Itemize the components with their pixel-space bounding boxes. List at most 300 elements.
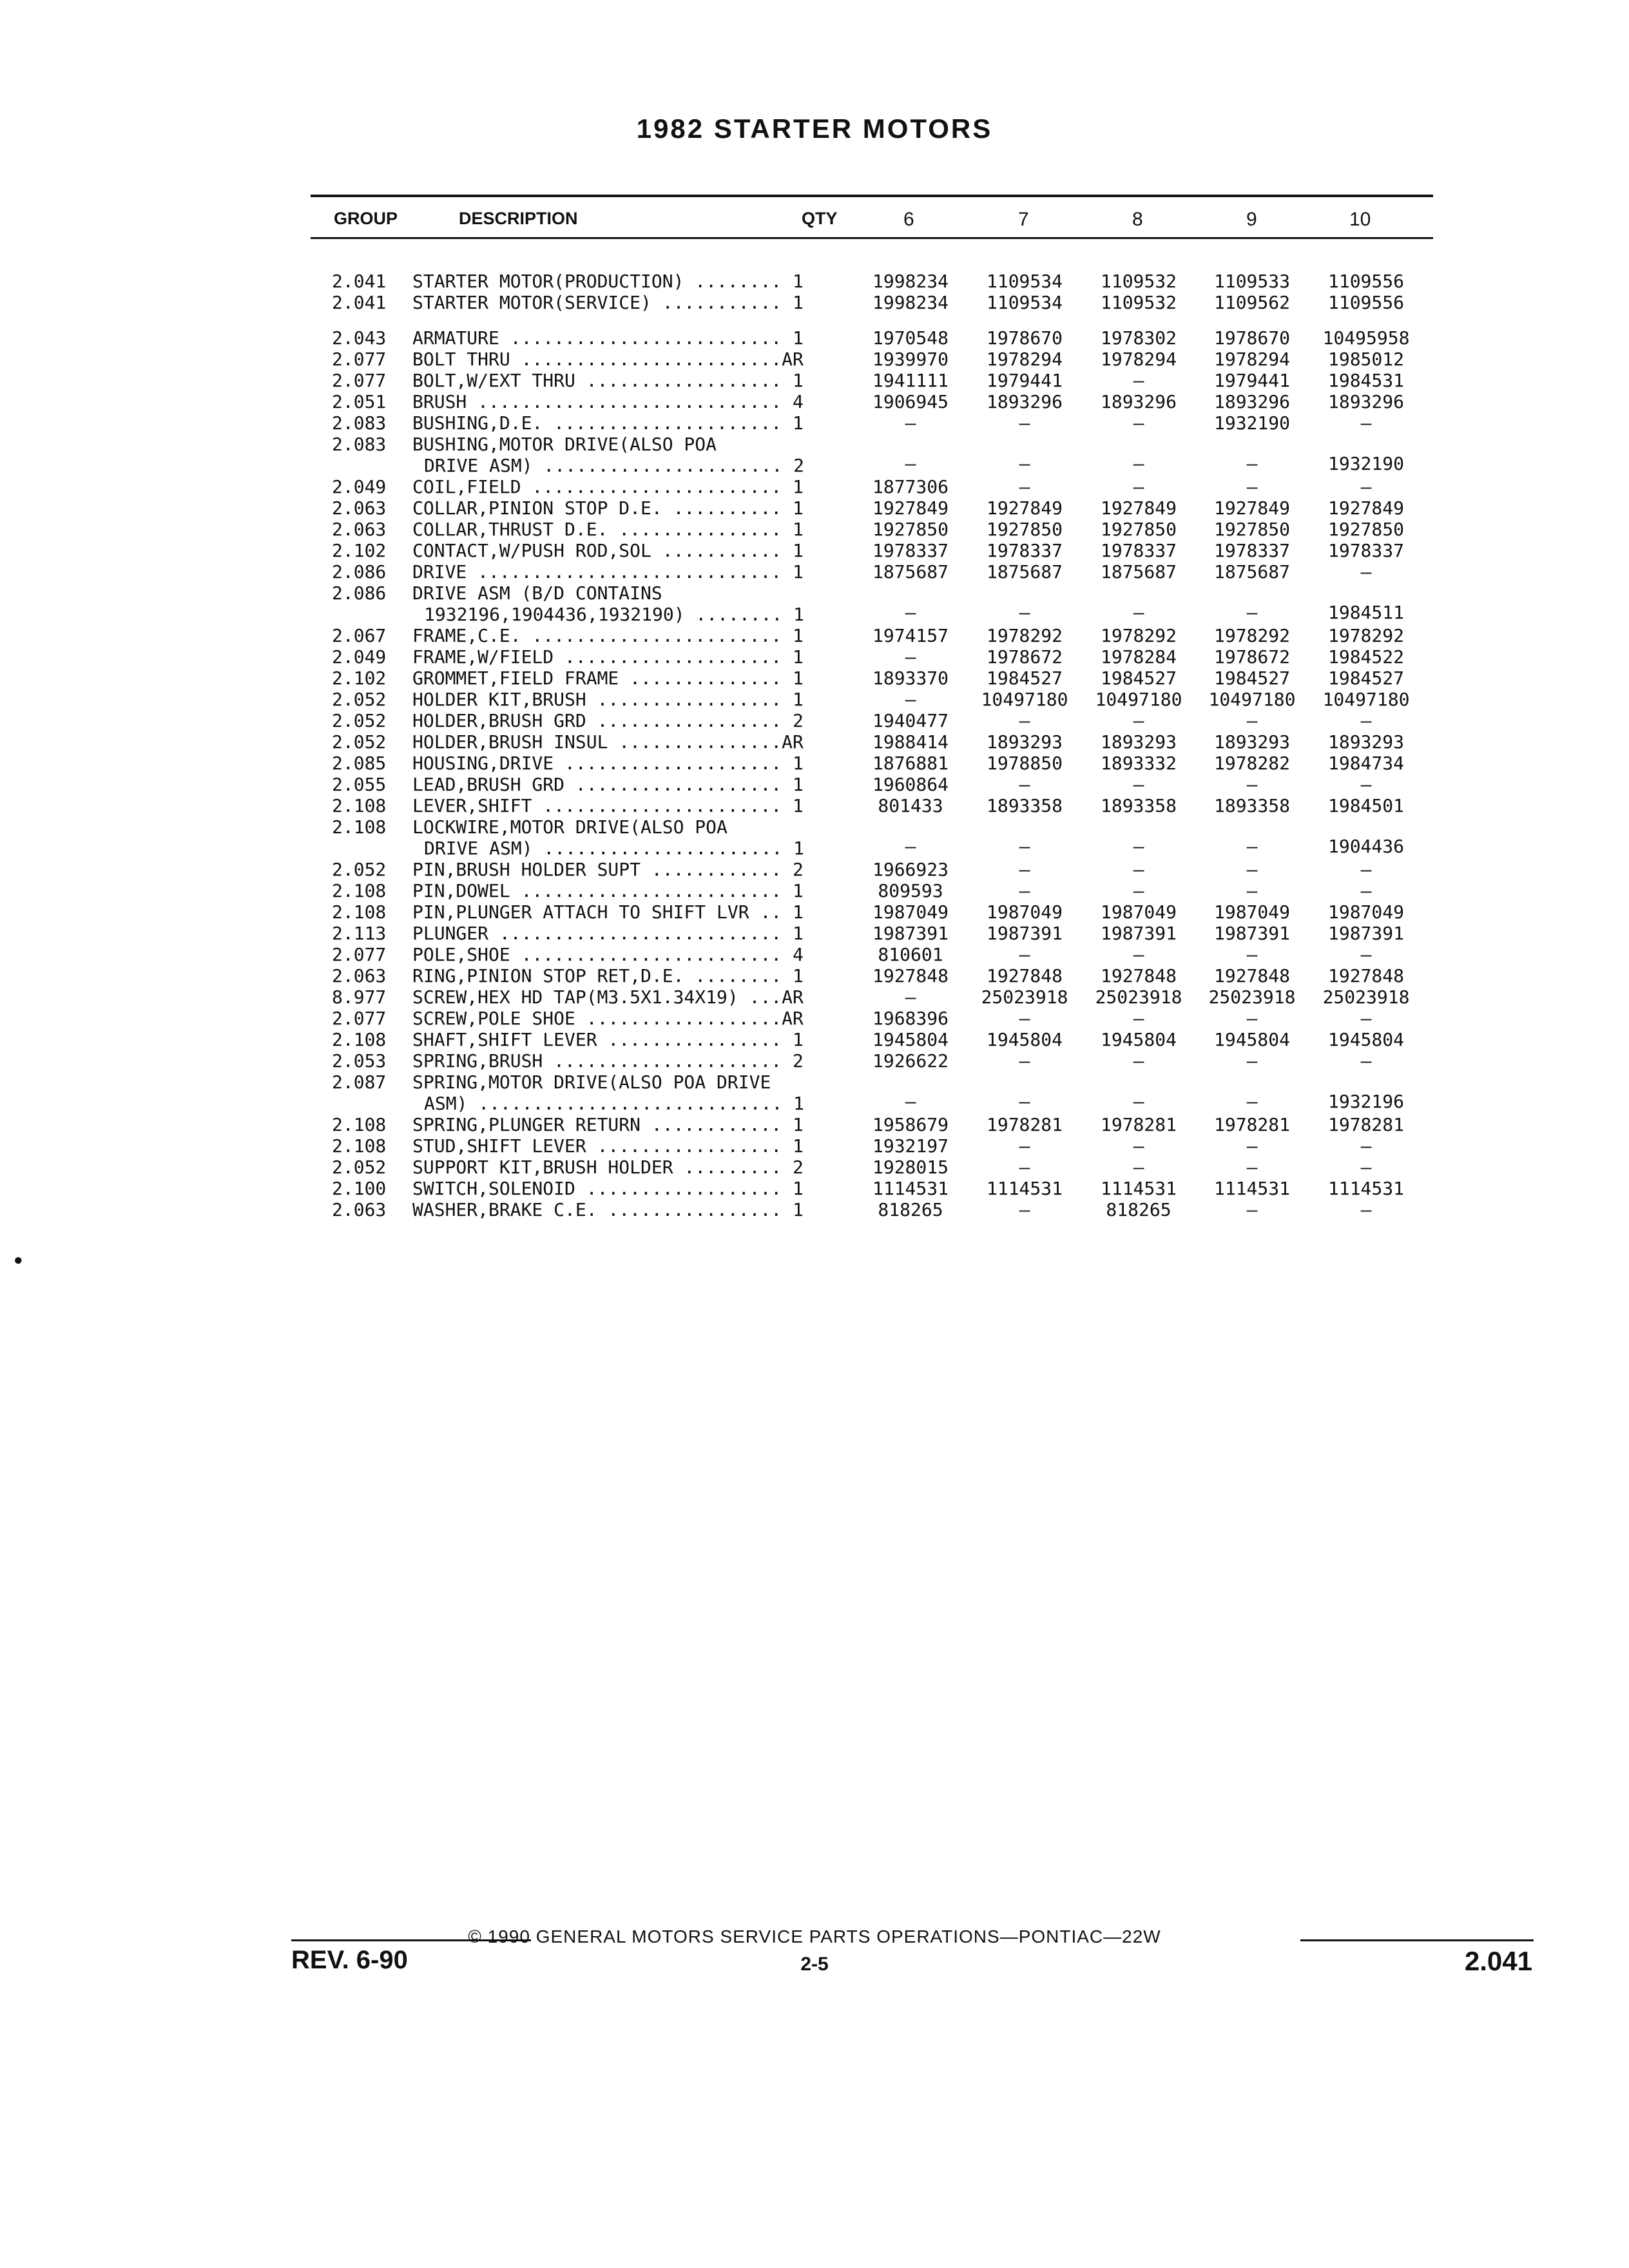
part-number-col-7: 1109534	[986, 292, 1063, 313]
description-line: FRAME,W/FIELD .................... 1	[412, 646, 804, 668]
part-number-col-10: —	[1360, 774, 1372, 795]
group-number: 2.052	[332, 689, 387, 710]
part-number-col-10: 1927849	[1327, 497, 1404, 519]
part-number-col-8: 818265	[1106, 1199, 1171, 1220]
table-row	[0, 646, 1629, 668]
part-number-col-8: —	[1133, 774, 1144, 795]
description-line: SPRING,PLUNGER RETURN ............ 1	[412, 1114, 804, 1135]
part-number-col-9: 1978281	[1213, 1114, 1290, 1135]
header-col-8: 8	[1132, 209, 1143, 230]
part-number-col-9: 1945804	[1213, 1029, 1290, 1050]
part-number-col-10: 1978292	[1327, 625, 1404, 646]
group-number: 2.077	[332, 1008, 387, 1029]
part-description	[412, 1114, 825, 1135]
group-number: 2.102	[332, 668, 387, 689]
part-number-col-6: 1114531	[872, 1178, 949, 1199]
description-line-continued: DRIVE ASM) ...................... 1	[424, 838, 805, 859]
part-number-col-6: 1966923	[872, 859, 949, 880]
part-number-col-8: —	[1133, 944, 1144, 965]
group-number: 2.077	[332, 349, 387, 370]
row-spacer	[0, 313, 1629, 327]
description-line: STARTER MOTOR(PRODUCTION) ........ 1	[412, 271, 804, 292]
description-line: BUSHING,D.E. ..................... 1	[412, 412, 804, 434]
description-line: WASHER,BRAKE C.E. ................ 1	[412, 1199, 804, 1220]
group-number: 2.100	[332, 1178, 387, 1199]
part-number-col-8: —	[1133, 476, 1144, 497]
part-number-col-10: —	[1360, 1050, 1372, 1072]
description-line: STARTER MOTOR(SERVICE) ........... 1	[412, 292, 804, 313]
part-description	[412, 497, 825, 519]
part-description	[412, 434, 825, 476]
part-number-col-10: 10497180	[1322, 689, 1410, 710]
group-number: 2.086	[332, 582, 387, 604]
part-description	[412, 370, 825, 391]
description-line: DRIVE ............................ 1	[412, 561, 804, 582]
table-row	[0, 965, 1629, 986]
parts-table	[0, 271, 1629, 1220]
part-number-col-6: —	[905, 646, 916, 668]
table-row	[0, 753, 1629, 774]
table-row	[0, 944, 1629, 965]
group-number: 2.108	[332, 1135, 387, 1157]
footer-section-code: 2.041	[1464, 1946, 1532, 1976]
part-number-col-6: 1876881	[872, 753, 949, 774]
table-row	[0, 271, 1629, 292]
part-number-col-9: —	[1246, 453, 1258, 474]
description-line: DRIVE ASM (B/D CONTAINS	[412, 582, 662, 604]
description-line: SPRING,MOTOR DRIVE(ALSO POA DRIVE	[412, 1072, 771, 1093]
description-line-continued: DRIVE ASM) ...................... 2	[424, 455, 805, 476]
part-number-col-10: 1987049	[1327, 901, 1404, 923]
part-number-col-9: 1927849	[1213, 497, 1290, 519]
part-number-col-9: 25023918	[1208, 986, 1296, 1008]
part-number-col-6: —	[905, 689, 916, 710]
part-number-col-6: —	[905, 1091, 916, 1112]
part-description	[412, 561, 825, 582]
table-row	[0, 561, 1629, 582]
table-row	[0, 349, 1629, 370]
part-number-col-6: 1958679	[872, 1114, 949, 1135]
part-number-col-10: 1987391	[1327, 923, 1404, 944]
group-number: 2.052	[332, 859, 387, 880]
part-number-col-10: —	[1360, 710, 1372, 731]
table-row	[0, 1114, 1629, 1135]
part-number-col-8: —	[1133, 1008, 1144, 1029]
part-number-col-10: 1109556	[1327, 292, 1404, 313]
part-number-col-8: —	[1133, 836, 1144, 857]
table-row	[0, 731, 1629, 753]
description-line: BRUSH ............................ 4	[412, 391, 804, 412]
group-number: 2.067	[332, 625, 387, 646]
header-qty: QTY	[802, 209, 838, 228]
part-description	[412, 710, 825, 731]
part-number-col-9: 1987391	[1213, 923, 1290, 944]
part-description	[412, 944, 825, 965]
part-number-col-10: 1984527	[1327, 668, 1404, 689]
part-number-col-8: —	[1133, 602, 1144, 623]
table-row	[0, 1072, 1629, 1114]
part-number-col-10: 1932196	[1327, 1091, 1404, 1112]
part-number-col-10: 1893296	[1327, 391, 1404, 412]
part-number-col-6: 1998234	[872, 292, 949, 313]
part-number-col-7: 1893296	[986, 391, 1063, 412]
part-number-col-10: 1945804	[1327, 1029, 1404, 1050]
part-number-col-7: 1114531	[986, 1178, 1063, 1199]
footer-page-number: 2-5	[800, 1954, 829, 1975]
part-number-col-8: —	[1133, 710, 1144, 731]
part-number-col-10: —	[1360, 1157, 1372, 1178]
part-number-col-7: 1927849	[986, 497, 1063, 519]
part-description	[412, 1157, 825, 1178]
part-number-col-6: —	[905, 412, 916, 434]
part-description	[412, 965, 825, 986]
part-description	[412, 540, 825, 561]
part-number-col-6: 809593	[878, 880, 943, 901]
part-description	[412, 1199, 825, 1220]
part-description	[412, 1135, 825, 1157]
part-number-col-7: 1893358	[986, 795, 1063, 816]
margin-mark: •	[14, 1247, 23, 1273]
header-col-9: 9	[1246, 209, 1257, 230]
header-group: GROUP	[334, 209, 398, 228]
part-number-col-9: 1927848	[1213, 965, 1290, 986]
part-number-col-7: 1109534	[986, 271, 1063, 292]
part-number-col-7: 1987049	[986, 901, 1063, 923]
part-description	[412, 1178, 825, 1199]
part-number-col-7: 1984527	[986, 668, 1063, 689]
table-row	[0, 370, 1629, 391]
part-number-col-9: —	[1246, 602, 1258, 623]
group-number: 2.052	[332, 1157, 387, 1178]
group-number: 2.102	[332, 540, 387, 561]
part-number-col-6: 1941111	[872, 370, 949, 391]
part-number-col-7: 10497180	[981, 689, 1068, 710]
part-description	[412, 731, 825, 753]
part-number-col-7: 1978670	[986, 327, 1063, 349]
part-number-col-10: —	[1360, 944, 1372, 965]
description-line: PIN,DOWEL ........................ 1	[412, 880, 804, 901]
description-line: HOLDER,BRUSH GRD ................. 2	[412, 710, 804, 731]
group-number: 2.053	[332, 1050, 387, 1072]
header-top-rule	[311, 195, 1433, 197]
description-line: COLLAR,THRUST D.E. ............... 1	[412, 519, 804, 540]
part-number-col-10: 1109556	[1327, 271, 1404, 292]
table-row	[0, 391, 1629, 412]
group-number: 2.086	[332, 561, 387, 582]
header-col-7: 7	[1018, 209, 1029, 230]
part-number-col-6: 1968396	[872, 1008, 949, 1029]
part-number-col-10: —	[1360, 412, 1372, 434]
part-number-col-9: 1109562	[1213, 292, 1290, 313]
part-number-col-6: 1987049	[872, 901, 949, 923]
part-number-col-6: 810601	[878, 944, 943, 965]
part-number-col-6: 1940477	[872, 710, 949, 731]
part-number-col-8: 1927849	[1100, 497, 1177, 519]
part-description	[412, 292, 825, 313]
part-number-col-8: 25023918	[1095, 986, 1182, 1008]
part-number-col-7: —	[1019, 880, 1030, 901]
part-number-col-9: 1978337	[1213, 540, 1290, 561]
part-description	[412, 391, 825, 412]
part-number-col-10: 1904436	[1327, 836, 1404, 857]
part-number-col-10: 1985012	[1327, 349, 1404, 370]
description-line: SPRING,BRUSH ..................... 2	[412, 1050, 804, 1072]
part-number-col-8: —	[1133, 1050, 1144, 1072]
table-row	[0, 1050, 1629, 1072]
part-number-col-8: 1987391	[1100, 923, 1177, 944]
part-number-col-8: —	[1133, 880, 1144, 901]
part-number-col-7: —	[1019, 944, 1030, 965]
part-number-col-6: 1927849	[872, 497, 949, 519]
part-number-col-6: 801433	[878, 795, 943, 816]
group-number: 2.085	[332, 753, 387, 774]
description-line: LEAD,BRUSH GRD ................... 1	[412, 774, 804, 795]
part-number-col-6: 1927848	[872, 965, 949, 986]
group-number: 2.041	[332, 292, 387, 313]
part-number-col-6: 1928015	[872, 1157, 949, 1178]
part-number-col-7: 1978292	[986, 625, 1063, 646]
part-number-col-9: —	[1246, 1199, 1258, 1220]
part-number-col-7: —	[1019, 476, 1030, 497]
part-description	[412, 753, 825, 774]
part-number-col-10: 1893293	[1327, 731, 1404, 753]
part-number-col-7: 1875687	[986, 561, 1063, 582]
description-line: HOLDER,BRUSH INSUL ...............AR	[412, 731, 804, 753]
table-row	[0, 774, 1629, 795]
part-number-col-7: 1945804	[986, 1029, 1063, 1050]
description-line: COIL,FIELD ....................... 1	[412, 476, 804, 497]
description-line: SHAFT,SHIFT LEVER ................ 1	[412, 1029, 804, 1050]
part-number-col-10: 1984531	[1327, 370, 1404, 391]
part-number-col-8: 1893332	[1100, 753, 1177, 774]
part-description	[412, 668, 825, 689]
part-description	[412, 582, 825, 625]
table-row	[0, 540, 1629, 561]
group-number: 2.108	[332, 795, 387, 816]
part-description	[412, 476, 825, 497]
group-number: 2.108	[332, 1114, 387, 1135]
part-number-col-7: 1978337	[986, 540, 1063, 561]
part-number-col-10: —	[1360, 476, 1372, 497]
part-description	[412, 689, 825, 710]
table-row	[0, 1008, 1629, 1029]
part-number-col-9: 1109533	[1213, 271, 1290, 292]
part-number-col-9: —	[1246, 476, 1258, 497]
part-number-col-9: 1984527	[1213, 668, 1290, 689]
part-number-col-9: —	[1246, 1091, 1258, 1112]
table-row	[0, 1178, 1629, 1199]
part-number-col-6: 1978337	[872, 540, 949, 561]
part-number-col-7: —	[1019, 836, 1030, 857]
table-row	[0, 625, 1629, 646]
part-number-col-7: 1893293	[986, 731, 1063, 753]
group-number: 2.083	[332, 412, 387, 434]
description-line: SCREW,POLE SHOE ..................AR	[412, 1008, 804, 1029]
part-number-col-7: 25023918	[981, 986, 1068, 1008]
header-description: DESCRIPTION	[459, 209, 578, 228]
description-line: HOUSING,DRIVE .................... 1	[412, 753, 804, 774]
description-line: PIN,PLUNGER ATTACH TO SHIFT LVR .. 1	[412, 901, 804, 923]
table-row	[0, 816, 1629, 859]
part-description	[412, 859, 825, 880]
part-number-col-7: —	[1019, 1199, 1030, 1220]
part-number-col-10: 1978337	[1327, 540, 1404, 561]
table-row	[0, 476, 1629, 497]
part-number-col-6: 1998234	[872, 271, 949, 292]
part-number-col-10: 10495958	[1322, 327, 1410, 349]
part-number-col-8: —	[1133, 859, 1144, 880]
part-number-col-9: 1978670	[1213, 327, 1290, 349]
part-number-col-6: —	[905, 602, 916, 623]
table-row	[0, 1135, 1629, 1157]
part-number-col-8: 1945804	[1100, 1029, 1177, 1050]
part-description	[412, 625, 825, 646]
part-number-col-6: 1932197	[872, 1135, 949, 1157]
group-number: 2.083	[332, 434, 387, 455]
group-number: 2.113	[332, 923, 387, 944]
header-col-6: 6	[903, 209, 914, 230]
part-number-col-10: 1978281	[1327, 1114, 1404, 1135]
part-number-col-8: 1875687	[1100, 561, 1177, 582]
table-row	[0, 668, 1629, 689]
part-number-col-7: 1927850	[986, 519, 1063, 540]
part-description	[412, 986, 825, 1008]
part-number-col-7: —	[1019, 1050, 1030, 1072]
part-number-col-9: 1893293	[1213, 731, 1290, 753]
part-number-col-7: 1927848	[986, 965, 1063, 986]
description-line: ARMATURE ......................... 1	[412, 327, 804, 349]
header-bottom-rule	[311, 237, 1433, 239]
part-number-col-6: 1987391	[872, 923, 949, 944]
description-line: SUPPORT KIT,BRUSH HOLDER ......... 2	[412, 1157, 804, 1178]
part-number-col-6: —	[905, 453, 916, 474]
table-row	[0, 880, 1629, 901]
part-number-col-10: —	[1360, 561, 1372, 582]
part-number-col-7: 1978672	[986, 646, 1063, 668]
part-number-col-9: —	[1246, 1135, 1258, 1157]
part-description	[412, 816, 825, 859]
part-number-col-8: 1927848	[1100, 965, 1177, 986]
part-number-col-6: —	[905, 836, 916, 857]
table-row	[0, 1157, 1629, 1178]
group-number: 2.063	[332, 965, 387, 986]
table-row	[0, 497, 1629, 519]
table-row	[0, 689, 1629, 710]
part-number-col-8: 1978284	[1100, 646, 1177, 668]
part-number-col-8: 1109532	[1100, 271, 1177, 292]
part-description	[412, 923, 825, 944]
part-description	[412, 412, 825, 434]
part-number-col-6: 1945804	[872, 1029, 949, 1050]
footer-revision: REV. 6-90	[291, 1946, 408, 1974]
group-number: 2.077	[332, 944, 387, 965]
part-number-col-6: 1960864	[872, 774, 949, 795]
part-number-col-9: 1978294	[1213, 349, 1290, 370]
part-number-col-8: 1984527	[1100, 668, 1177, 689]
part-number-col-10: 1984522	[1327, 646, 1404, 668]
group-number: 2.063	[332, 1199, 387, 1220]
part-number-col-6: —	[905, 986, 916, 1008]
part-number-col-8: —	[1133, 1135, 1144, 1157]
table-row	[0, 1029, 1629, 1050]
part-number-col-9: 1893296	[1213, 391, 1290, 412]
part-number-col-10: 1927848	[1327, 965, 1404, 986]
group-number: 2.052	[332, 731, 387, 753]
part-description	[412, 349, 825, 370]
part-number-col-10: 1984511	[1327, 602, 1404, 623]
part-number-col-8: 1987049	[1100, 901, 1177, 923]
part-description	[412, 271, 825, 292]
description-line: COLLAR,PINION STOP D.E. .......... 1	[412, 497, 804, 519]
part-description	[412, 1008, 825, 1029]
part-number-col-8: 1893293	[1100, 731, 1177, 753]
page-title: 1982 STARTER MOTORS	[636, 113, 993, 144]
part-number-col-6: 1927850	[872, 519, 949, 540]
part-number-col-9: 1932190	[1213, 412, 1290, 434]
part-number-col-8: 1978294	[1100, 349, 1177, 370]
part-number-col-6: 1926622	[872, 1050, 949, 1072]
part-number-col-9: 1114531	[1213, 1178, 1290, 1199]
part-number-col-9: —	[1246, 710, 1258, 731]
description-line: SWITCH,SOLENOID .................. 1	[412, 1178, 804, 1199]
part-number-col-9: 1987049	[1213, 901, 1290, 923]
part-number-col-10: 1114531	[1327, 1178, 1404, 1199]
part-number-col-10: 1984501	[1327, 795, 1404, 816]
part-number-col-7: —	[1019, 1008, 1030, 1029]
part-number-col-7: 1978281	[986, 1114, 1063, 1135]
part-number-col-7: —	[1019, 602, 1030, 623]
part-number-col-7: —	[1019, 1157, 1030, 1178]
table-row	[0, 434, 1629, 476]
group-number: 2.043	[332, 327, 387, 349]
table-row	[0, 923, 1629, 944]
table-row	[0, 986, 1629, 1008]
part-number-col-9: —	[1246, 1050, 1258, 1072]
part-number-col-8: 1978302	[1100, 327, 1177, 349]
part-number-col-9: —	[1246, 859, 1258, 880]
part-number-col-10: —	[1360, 1199, 1372, 1220]
part-number-col-10: —	[1360, 859, 1372, 880]
description-line: POLE,SHOE ........................ 4	[412, 944, 804, 965]
part-description	[412, 1072, 825, 1114]
description-line: LOCKWIRE,MOTOR DRIVE(ALSO POA	[412, 816, 728, 838]
table-row	[0, 901, 1629, 923]
part-number-col-8: —	[1133, 453, 1144, 474]
part-number-col-7: 1979441	[986, 370, 1063, 391]
table-row	[0, 859, 1629, 880]
part-number-col-6: 1906945	[872, 391, 949, 412]
description-line: SCREW,HEX HD TAP(M3.5X1.34X19) ...AR	[412, 986, 804, 1008]
part-number-col-7: 1978850	[986, 753, 1063, 774]
part-number-col-10: 1932190	[1327, 453, 1404, 474]
header-col-10: 10	[1349, 209, 1371, 230]
part-number-col-6: 1893370	[872, 668, 949, 689]
description-line: LEVER,SHIFT ...................... 1	[412, 795, 804, 816]
part-number-col-8: —	[1133, 1157, 1144, 1178]
part-number-col-8: 1109532	[1100, 292, 1177, 313]
group-number: 2.051	[332, 391, 387, 412]
part-number-col-8: 10497180	[1095, 689, 1182, 710]
part-number-col-9: —	[1246, 836, 1258, 857]
part-number-col-7: 1987391	[986, 923, 1063, 944]
part-number-col-8: —	[1133, 412, 1144, 434]
part-number-col-9: 1893358	[1213, 795, 1290, 816]
part-number-col-10: 25023918	[1322, 986, 1410, 1008]
part-number-col-6: 1939970	[872, 349, 949, 370]
part-description	[412, 1050, 825, 1072]
group-number: 2.108	[332, 880, 387, 901]
part-number-col-9: —	[1246, 1157, 1258, 1178]
